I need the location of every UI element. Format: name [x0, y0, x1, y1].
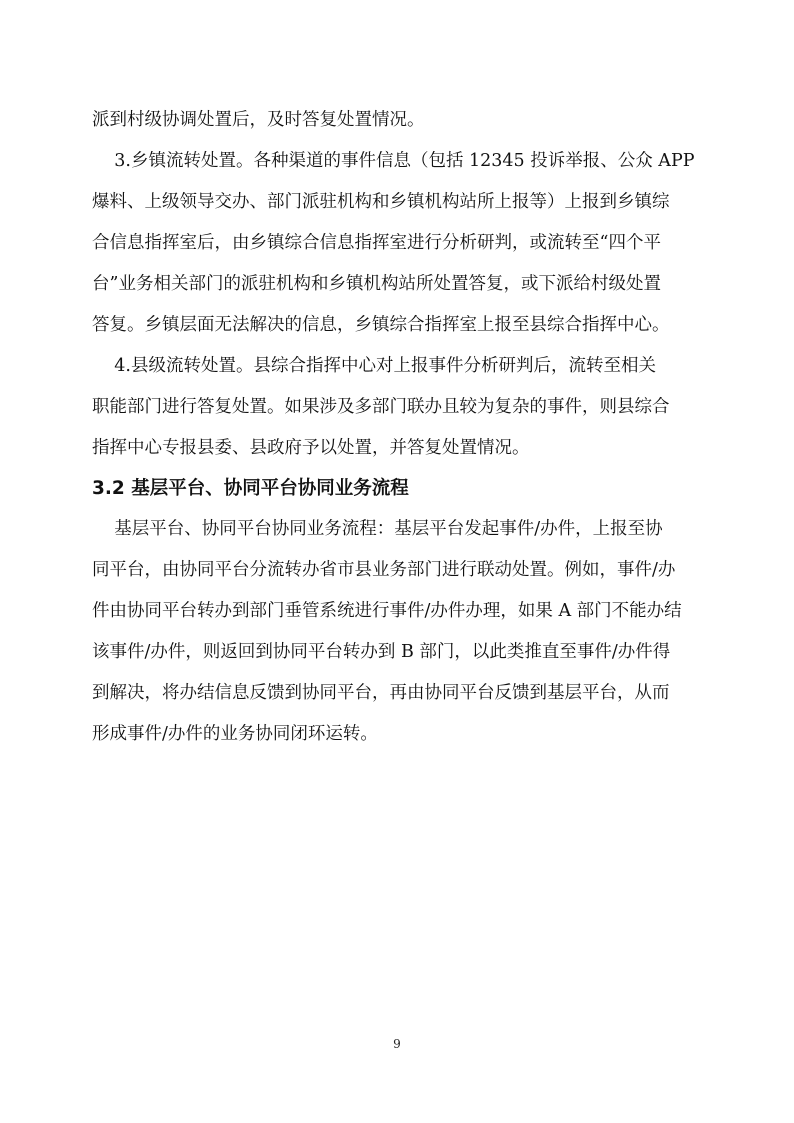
body-line: 台”业务相关部门的派驻机构和乡镇机构站所处置答复，或下派给村级处置 [92, 274, 661, 294]
body-line: 指挥中心专报县委、县政府予以处置，并答复处置情况。 [92, 438, 530, 458]
body-line: 职能部门进行答复处置。如果涉及多部门联办且较为复杂的事件，则县综合 [92, 397, 670, 417]
body-line: 同平台，由协同平台分流转办省市县业务部门进行联动处置。例如，事件/办 [92, 560, 676, 580]
body-line: 3.乡镇流转处置。各种渠道的事件信息（包括 12345 投诉举报、公众 APP [92, 151, 695, 171]
section-heading: 3.2 基层平台、协同平台协同业务流程 [92, 478, 409, 499]
body-line: 合信息指挥室后，由乡镇综合信息指挥室进行分析研判，或流转至“四个平 [92, 233, 661, 253]
body-line: 4.县级流转处置。县综合指挥中心对上报事件分析研判后，流转至相关 [92, 356, 656, 376]
body-line: 该事件/办件，则返回到协同平台转办到 B 部门，以此类推直至事件/办件得 [92, 642, 671, 662]
page-body [92, 100, 704, 755]
page-number: 9 [393, 1037, 401, 1051]
body-line: 答复。乡镇层面无法解决的信息，乡镇综合指挥室上报至县综合指挥中心。 [92, 315, 670, 335]
body-line: 派到村级协调处置后，及时答复处置情况。 [92, 110, 425, 130]
body-line: 基层平台、协同平台协同业务流程：基层平台发起事件/办件，上报至协 [92, 519, 663, 539]
body-line: 件由协同平台转办到部门垂管系统进行事件/办件办理，如果 A 部门不能办结 [92, 601, 682, 621]
body-line: 到解决，将办结信息反馈到协同平台，再由协同平台反馈到基层平台，从而 [92, 683, 670, 703]
body-line: 形成事件/办件的业务协同闭环运转。 [92, 724, 378, 744]
body-line: 爆料、上级领导交办、部门派驻机构和乡镇机构站所上报等）上报到乡镇综 [92, 192, 670, 212]
